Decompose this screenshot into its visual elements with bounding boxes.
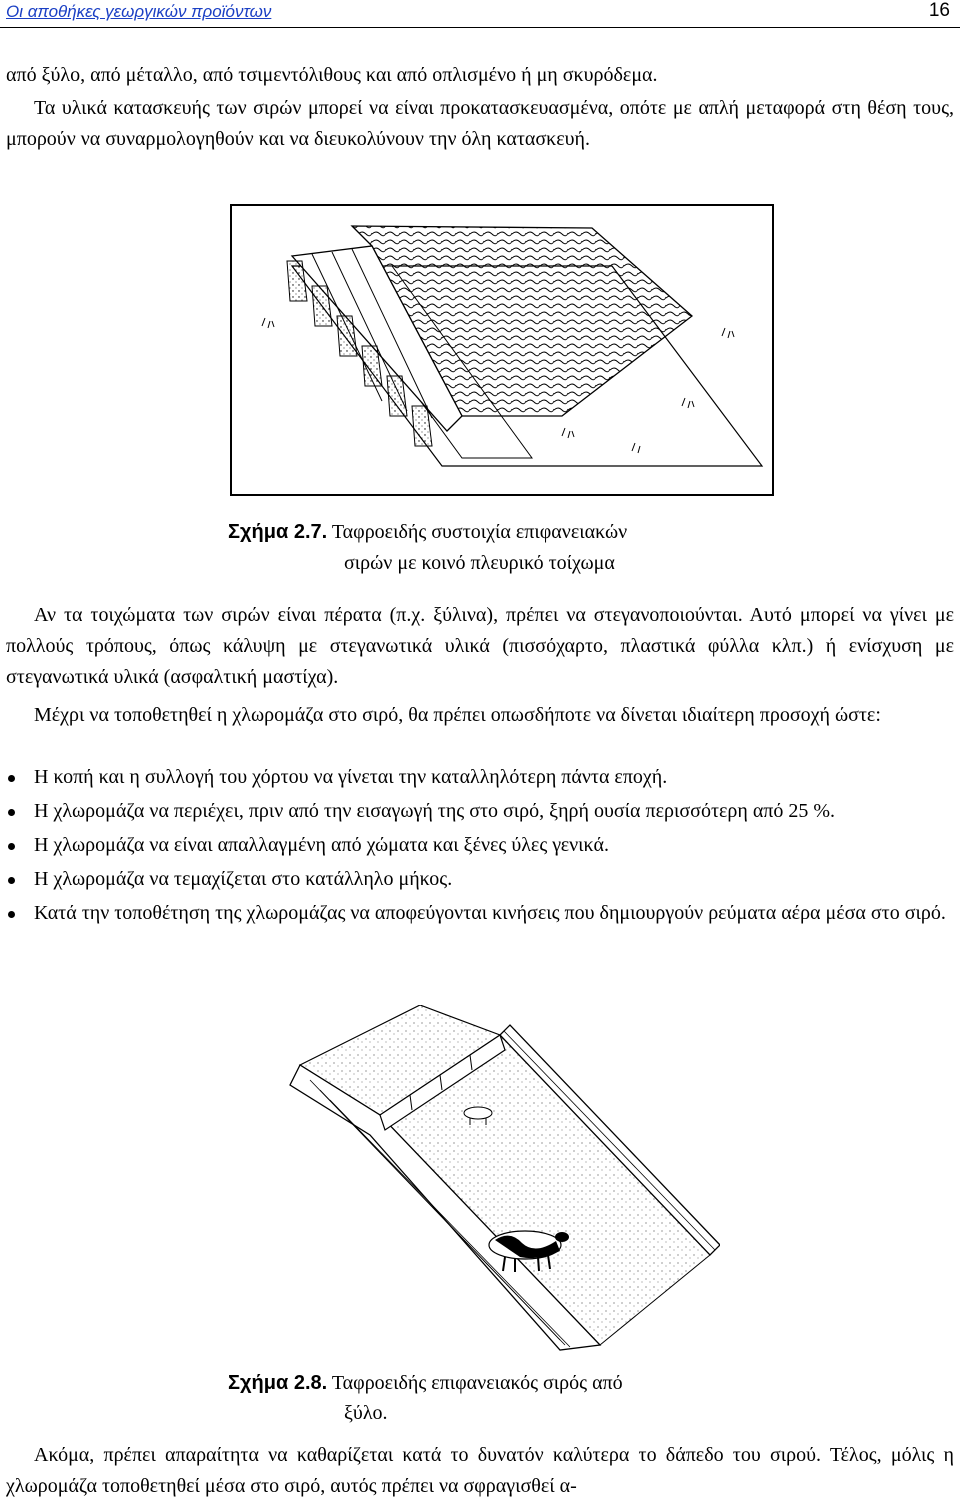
- figure-caption-text: Ταφροειδής συστοιχία επιφανειακών: [331, 521, 628, 543]
- figure-2-8: [260, 1005, 720, 1365]
- wooden-trench-silo-illustration: [260, 1005, 720, 1365]
- figure-2-8-caption-line2: ξύλο.: [344, 1402, 388, 1424]
- running-header-title[interactable]: Οι αποθήκες γεωργικών προϊόντων: [6, 2, 272, 21]
- figure-2-7-caption: [228, 517, 627, 547]
- paragraph-waterproofing: Αν τα τοιχώματα των σιρών είναι πέρατα (π.χ. ξύλινα), πρέπει να στεγανοποιούνται. Αυτό μπορεί να γίνει με πολλούς τρόπους, όπως κάλυψη με στεγανωτικά υλικά (πισσόχαρτο, πλαστικά φύλλα κλπ.) ή ενίσχυση με στεγανωτικά υλικά (ασφαλτική μαστίχα).: [6, 604, 954, 688]
- paragraph-prefabricated: Τα υλικά κατασκευής των σιρών μπορεί να είναι προκατασκευασμένα, οπότε με απλή μεταφορά στη θέση τους, μπορούν να συναρμολογηθούν και να διευκολύνουν την όλη κατασκευή.: [6, 97, 954, 150]
- list-item: Η χλωρομάζα να είναι απαλλαγμένη από χώματα και ξένες ύλες γενικά.: [6, 830, 954, 861]
- paragraph-cleaning: Ακόμα, πρέπει απαραίτητα να καθαρίζεται κατά το δυνατόν καλύτερα το δάπεδο του σιρού. Τέλος, μόλις η χλωρομάζα τοποθετηθεί μέσα στο σιρό, αυτός πρέπει να σφραγισθεί α-: [6, 1444, 954, 1497]
- figure-2-7-frame: [230, 204, 774, 496]
- page-number: 16: [928, 0, 950, 21]
- paragraph-precautions: Μέχρι να τοποθετηθεί η χλωρομάζα στο σιρό, θα πρέπει οπωσδήποτε να δίνεται ιδιαίτερη προσοχή ώστε:: [34, 704, 881, 726]
- list-item: Κατά την τοποθέτηση της χλωρομάζας να αποφεύγονται κινήσεις που δημιουργούν ρεύματα αέρα μέσα στο σιρό.: [6, 898, 954, 929]
- list-item: Η χλωρομάζα να τεμαχίζεται στο κατάλληλο μήκος.: [6, 864, 954, 895]
- page-header: [0, 0, 960, 28]
- precautions-list: [6, 762, 954, 932]
- list-item: Η κοπή και η συλλογή του χόρτου να γίνεται την καταλληλότερη πάντα εποχή.: [6, 762, 954, 793]
- figure-label: Σχήμα 2.8.: [228, 1372, 328, 1394]
- figure-label: Σχήμα 2.7.: [228, 521, 328, 543]
- trench-silo-row-illustration: [232, 206, 772, 494]
- figure-2-8-caption: [228, 1368, 623, 1398]
- list-item: Η χλωρομάζα να περιέχει, πριν από την εισαγωγή της στο σιρό, ξηρή ουσία περισσότερη από 25 %.: [6, 796, 954, 827]
- paragraph-continuation: από ξύλο, από μέταλλο, από τσιμεντόλιθους και από οπλισμένο ή μη σκυρόδεμα.: [6, 64, 658, 86]
- figure-caption-text: Ταφροειδής επιφανειακός σιρός από: [331, 1372, 623, 1394]
- figure-2-7-caption-line2: σιρών με κοινό πλευρικό τοίχωμα: [344, 552, 615, 574]
